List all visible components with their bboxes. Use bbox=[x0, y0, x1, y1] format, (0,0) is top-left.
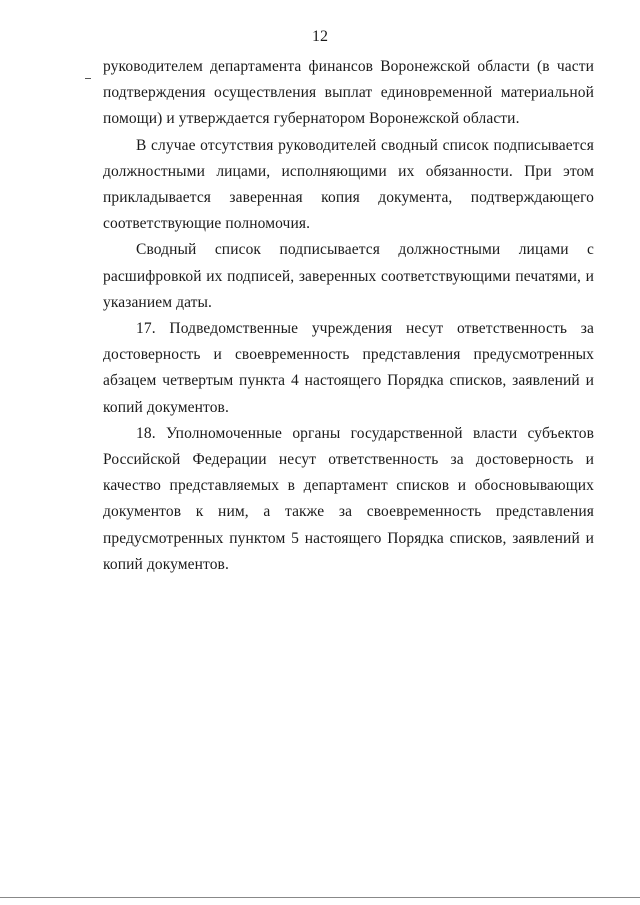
margin-mark bbox=[85, 78, 91, 79]
page-number: 12 bbox=[312, 28, 328, 45]
paragraph-item-17: 17. Подведомственные учреждения несут ответственность за достоверность и своевременность представления предусмотренных абзацем четвертым пункта 4 настоящего Порядка списков, заявлений и копий документов. bbox=[103, 320, 594, 416]
paragraph-item-18: 18. Уполномоченные органы государственной власти субъектов Российской Федерации несут ответственность за достоверность и качество представляемых в департамент списков и обосновывающих документов к ним, а также за своевременность представления предусмотренных пунктом 5 настоящего Порядка списков, заявлений и копий документов. bbox=[103, 424, 594, 573]
footer-rule bbox=[0, 897, 640, 898]
paragraph-signing: Сводный список подписывается должностными лицами с расшифровкой их подписей, заверенных соответствующими печатями, и указанием даты. bbox=[103, 241, 594, 311]
paragraph-absence-signatures: В случае отсутствия руководителей сводный список подписывается должностными лицами, исполняющими их обязанности. При этом прикладывается заверенная копия документа, подтверждающего соответствующие полномочия. bbox=[103, 136, 594, 233]
paragraph-continuation: руководителем департамента финансов Воронежской области (в части подтверждения осуществления выплат единовременной материальной помощи) и утверждается губернатором Воронежской области. bbox=[103, 58, 594, 128]
document-body bbox=[103, 54, 594, 578]
